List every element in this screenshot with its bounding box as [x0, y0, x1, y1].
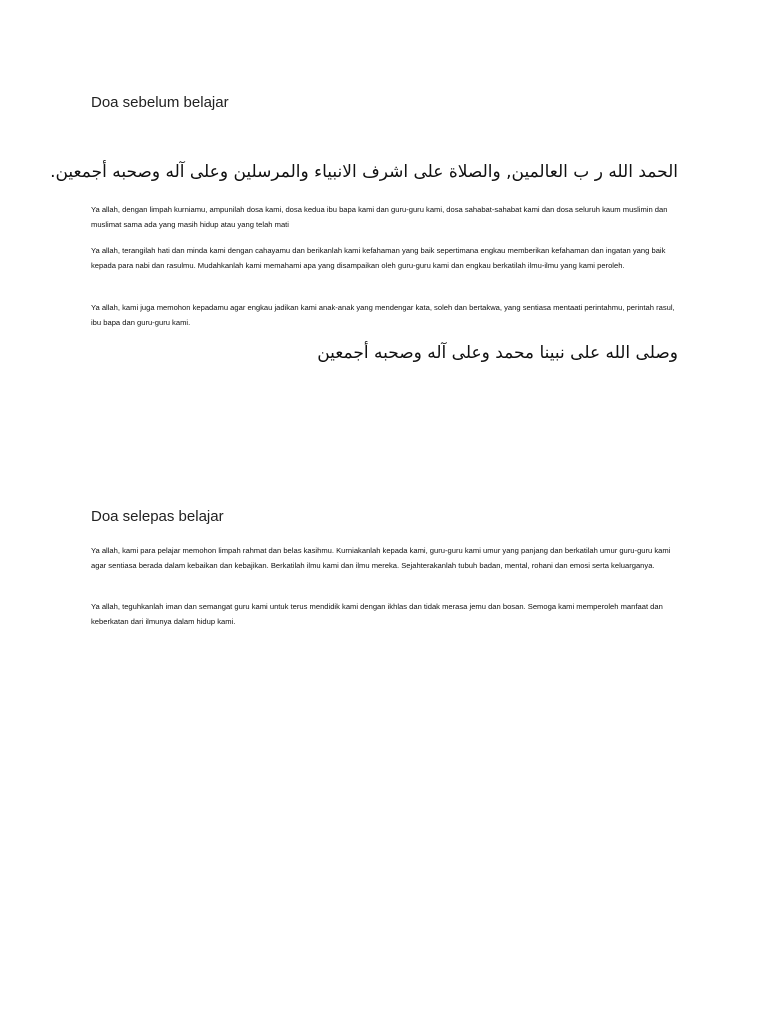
paragraph-after-1: Ya allah, kami para pelajar memohon limpah rahmat dan belas kasihmu. Kurniakanlah kepada kami, guru-guru kami umur yang panjang dan berkatilah umur guru-guru kami agar sentiasa berada dalam kebaikan dan kebajikan. Berkatilah ilmu kami dan ilmu mereka. Sejahterakanlah tubuh badan, mental, rohani dan emosi serta keluarganya.	[91, 546, 671, 570]
section-title-before: Doa sebelum belajar	[91, 94, 229, 111]
arabic-closing-prayer: وصلى الله على نبينا محمد وعلى آله وصحبه أجمعين	[317, 343, 678, 363]
paragraph-before-3: Ya allah, kami juga memohon kepadamu agar engkau jadikan kami anak-anak yang mendengar kata, soleh dan bertakwa, yang sentiasa mentaati perintahmu, perintah rasul, ibu bapa dan guru-guru kami.	[91, 303, 675, 327]
paragraph-before-1: Ya allah, dengan limpah kurniamu, ampunilah dosa kami, dosa kedua ibu bapa kami dan guru-guru kami, dosa sahabat-sahabat kami dan dosa seluruh kaum muslimin dan muslimat sama ada yang masih hidup atau yang telah mati	[91, 205, 668, 229]
paragraph-before-2: Ya allah, terangilah hati dan minda kami dengan cahayamu dan berikanlah kami kefahaman yang baik sepertimana engkau memberikan kefahaman dan ingatan yang baik kepada para nabi dan rasulmu. Mudahkanlah kami memahami apa yang disampaikan oleh guru-guru kami dan engkau berkatilah ilmu-ilmu yang kami peroleh.	[91, 246, 666, 270]
section-title-after: Doa selepas belajar	[91, 508, 224, 525]
arabic-opening-prayer: الحمد الله ر ب العالمين, والصلاة على اشرف الانبياء والمرسلين وعلى آله وصحبه أجمعين.	[50, 162, 678, 182]
paragraph-after-2: Ya allah, teguhkanlah iman dan semangat guru kami untuk terus mendidik kami dengan ikhlas dan tidak merasa jemu dan bosan. Semoga kami memperoleh manfaat dan keberkatan dari ilmunya dalam hidup kami.	[91, 602, 663, 626]
